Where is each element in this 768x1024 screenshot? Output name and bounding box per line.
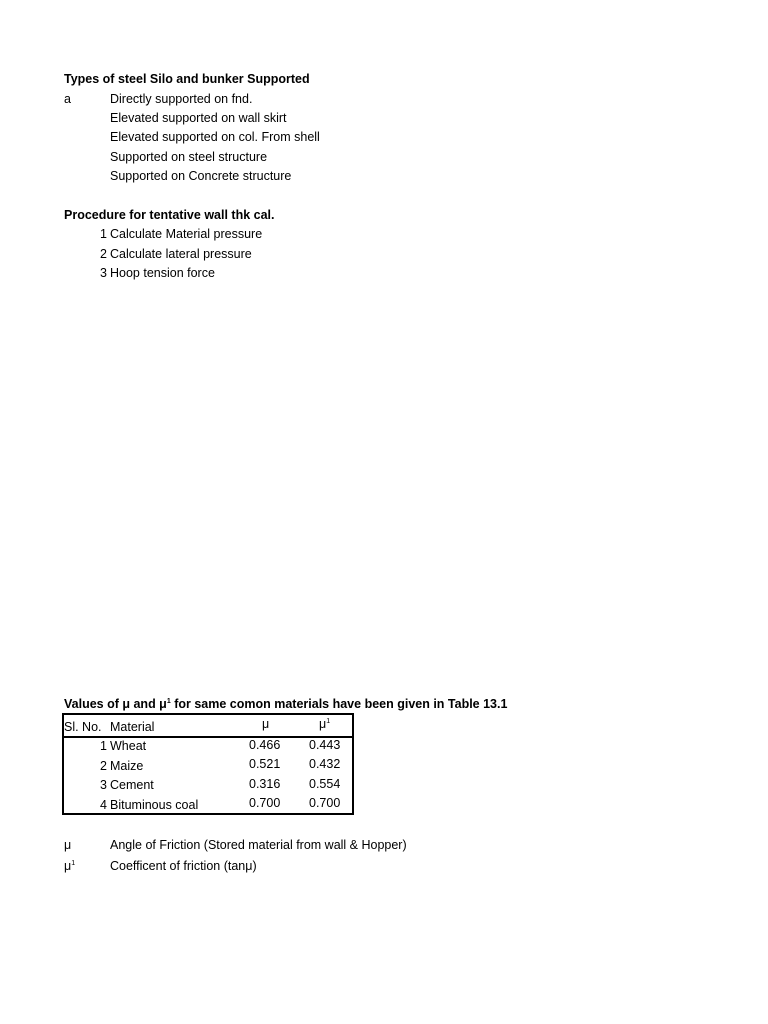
row-material: Maize xyxy=(110,759,144,773)
caption-superscript: 1 xyxy=(166,697,171,705)
procedure-heading: Procedure for tentative wall thk cal. xyxy=(64,208,275,222)
row-number: 1 xyxy=(100,739,107,753)
row-number: 4 xyxy=(100,798,107,812)
row-number: 3 xyxy=(100,778,107,792)
legend-symbol-char: μ xyxy=(64,859,72,873)
row-material: Cement xyxy=(110,778,154,792)
header-mu1-symbol: μ xyxy=(319,717,327,731)
row-material: Bituminous coal xyxy=(110,798,199,812)
header-material: Material xyxy=(110,720,155,734)
header-mu1 xyxy=(319,716,330,732)
row-mu: 0.700 xyxy=(249,796,281,810)
legend-text: Coefficent of friction (tanμ) xyxy=(110,859,257,873)
row-mu: 0.521 xyxy=(249,757,281,771)
procedure-step-number: 1 xyxy=(100,227,107,241)
procedure-step: Calculate Material pressure xyxy=(110,227,263,241)
header-mu: μ xyxy=(262,717,270,731)
caption-text: Values of μ and μ xyxy=(64,697,167,711)
table-caption xyxy=(64,696,507,712)
row-mu: 0.466 xyxy=(249,738,281,752)
row-mu1: 0.554 xyxy=(309,777,341,791)
row-number: 2 xyxy=(100,759,107,773)
row-mu: 0.316 xyxy=(249,777,281,791)
silo-types-heading: Types of steel Silo and bunker Supported xyxy=(64,72,310,86)
list-item: Supported on Concrete structure xyxy=(110,169,292,183)
list-item: Elevated supported on col. From shell xyxy=(110,130,320,144)
legend-symbol: μ xyxy=(64,838,72,852)
procedure-step: Hoop tension force xyxy=(110,266,215,280)
list-item: Elevated supported on wall skirt xyxy=(110,111,287,125)
procedure-step-number: 2 xyxy=(100,247,107,261)
list-marker: a xyxy=(64,92,71,106)
list-item: Supported on steel structure xyxy=(110,150,268,164)
legend-symbol xyxy=(64,858,75,874)
legend-symbol-superscript: 1 xyxy=(71,859,76,867)
row-mu1: 0.432 xyxy=(309,757,341,771)
list-item: Directly supported on fnd. xyxy=(110,92,253,106)
procedure-step: Calculate lateral pressure xyxy=(110,247,252,261)
caption-text: for same comon materials have been given in Table 13.1 xyxy=(170,697,508,711)
header-sl-no: Sl. No. xyxy=(64,720,102,734)
row-mu1: 0.700 xyxy=(309,796,341,810)
row-mu1: 0.443 xyxy=(309,738,341,752)
legend-text: Angle of Friction (Stored material from wall & Hopper) xyxy=(110,838,407,852)
header-mu1-superscript: 1 xyxy=(326,717,331,725)
row-material: Wheat xyxy=(110,739,147,753)
procedure-step-number: 3 xyxy=(100,266,107,280)
